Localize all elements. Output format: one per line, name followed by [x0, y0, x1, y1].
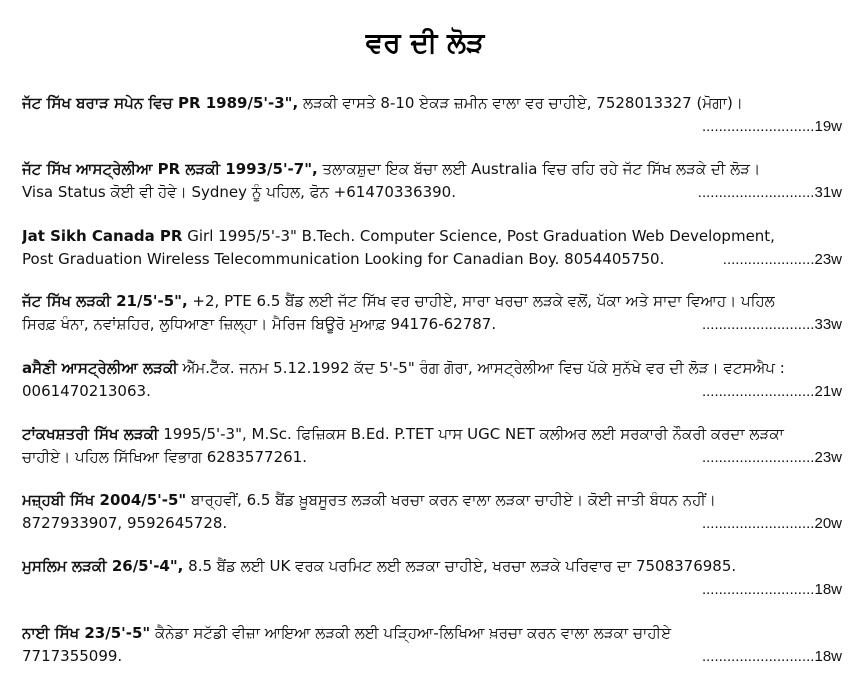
- ad-item: [22, 555, 842, 601]
- ad-item: [22, 357, 842, 403]
- ad-text-line1: ਲੜਕੀ ਵਾਸਤੇ 8-10 ਏਕੜ ਜ਼ਮੀਨ ਵਾਲਾ ਵਰ ਚਾਹੀਏ, 7528013327 (ਮੋਗਾ)।: [298, 94, 743, 112]
- ad-heading: ਨਾਈ ਸਿੱਖ 23/5'-5": [22, 624, 151, 642]
- page-title: ਵਰ ਦੀ ਲੋੜ: [365, 26, 485, 59]
- ad-heading: ਜੱਟ ਸਿੱਖ ਬਰਾੜ ਸਪੇਨ ਵਿਚ PR 1989/5'-3",: [22, 94, 299, 112]
- ad-heading: ਜੱਟ ਸਿੱਖ ਲੜਕੀ 21/5'-5",: [22, 292, 188, 310]
- ad-text-line2: ਚਾਹੀਏ। ਪਹਿਲ ਸਿੱਖਿਆ ਵਿਭਾਗ 6283577261.: [22, 448, 307, 466]
- ad-text-line1: 1995/5'-3", M.Sc. ਫਿਜ਼ਿਕਸ B.Ed. P.TET ਪਾਸ UGC NET ਕਲੀਅਰ ਲਈ ਸਰਕਾਰੀ ਨੌਕਰੀ ਕਰਦਾ ਲੜਕਾ: [158, 425, 784, 443]
- ad-item: [22, 622, 842, 668]
- ad-text-line1: Girl 1995/5'-3" B.Tech. Computer Science, Post Graduation Web Development,: [182, 227, 775, 245]
- ad-code: ...........................20w: [702, 512, 842, 535]
- ad-code: ............................31w: [698, 181, 842, 204]
- ad-item: [22, 225, 842, 271]
- ad-text-line2: 0061470213063.: [22, 382, 151, 400]
- ad-text-line2: Visa Status ਕੋਈ ਵੀ ਹੋਵੇ। Sydney ਨੂੰ ਪਹਿਲ, ਫੋਨ +61470336390.: [22, 183, 456, 201]
- ad-text-line1: +2, PTE 6.5 ਬੈਂਡ ਲਈ ਜੱਟ ਸਿੱਖ ਵਰ ਚਾਹੀਏ, ਸਾਰਾ ਖਰਚਾ ਲੜਕੇ ਵਲੋਂ, ਪੱਕਾ ਅਤੇ ਸਾਦਾ ਵਿਆਹ। ਪਹਿਲ: [187, 292, 775, 310]
- ad-heading: Jat Sikh Canada PR: [22, 227, 183, 245]
- ad-code: ...........................33w: [702, 313, 842, 336]
- ad-heading: ਟਾਂਕਖਸ਼ਤਰੀ ਸਿੱਖ ਲੜਕੀ: [22, 425, 159, 443]
- ad-item: [22, 158, 842, 204]
- ad-text-line1: ਤਲਾਕਸ਼ੁਦਾ ਇਕ ਬੱਚਾ ਲਈ Australia ਵਿਚ ਰਹਿ ਰਹੇ ਜੱਟ ਸਿੱਖ ਲੜਕੇ ਦੀ ਲੋੜ।: [317, 160, 761, 178]
- ad-text-line2: Post Graduation Wireless Telecommunication Looking for Canadian Boy. 8054405750.: [22, 250, 665, 268]
- ad-text-line1: 8.5 ਬੈਂਡ ਲਈ UK ਵਰਕ ਪਰਮਿਟ ਲਈ ਲੜਕਾ ਚਾਹੀਏ, ਖਰਚਾ ਲੜਕੇ ਪਰਿਵਾਰ ਦਾ 7508376985.: [183, 557, 737, 575]
- ad-text-line1: ਕੈਨੇਡਾ ਸਟੱਡੀ ਵੀਜ਼ਾ ਆਇਆ ਲੜਕੀ ਲਈ ਪੜ੍ਹਿਆ-ਲਿਖਿਆ ਖ਼ਰਚਾ ਕਰਨ ਵਾਲਾ ਲੜਕਾ ਚਾਹੀਏ: [150, 624, 672, 642]
- ad-item: [22, 489, 842, 535]
- ad-text-line2: 7717355099.: [22, 647, 123, 665]
- ad-code: ...........................18w: [702, 645, 842, 668]
- ad-code: ......................23w: [723, 248, 842, 271]
- ad-heading: ਮਜ਼੍ਹਬੀ ਸਿੱਖ 2004/5'-5": [22, 491, 187, 509]
- ad-code: ...........................18w: [702, 578, 842, 601]
- ad-text-line1: ਬਾਰ੍ਹਵੀਂ, 6.5 ਬੈਂਡ ਖ਼ੂਬਸੂਰਤ ਲੜਕੀ ਖਰਚਾ ਕਰਨ ਵਾਲਾ ਲੜਕਾ ਚਾਹੀਏ। ਕੋਈ ਜਾਤੀ ਬੰਧਨ ਨਹੀਂ।: [186, 491, 716, 509]
- ad-heading: aਸੈਣੀ ਆਸਟ੍ਰੇਲੀਆ ਲੜਕੀ: [22, 359, 178, 377]
- ad-code: ...........................21w: [702, 380, 842, 403]
- ad-heading: ਮੁਸਲਿਮ ਲੜਕੀ 26/5'-4",: [22, 557, 184, 575]
- ad-item: [22, 290, 842, 336]
- ad-text-line2: 8727933907, 9592645728.: [22, 514, 228, 532]
- ad-heading: ਜੱਟ ਸਿੱਖ ਆਸਟ੍ਰੇਲੀਆ PR ਲੜਕੀ 1993/5'-7",: [22, 160, 318, 178]
- ad-code: ...........................19w: [702, 115, 842, 138]
- ad-code: ...........................23w: [702, 446, 842, 469]
- ad-item: [22, 92, 842, 138]
- ad-item: [22, 423, 842, 469]
- ad-text-line2: ਸਿਰਫ਼ ਖੰਨਾ, ਨਵਾਂਸ਼ਹਿਰ, ਲੁਧਿਆਣਾ ਜ਼ਿਲ੍ਹਾ। ਮੈਰਿਜ ਬਿਊਰੋ ਮੁਆਫ਼ 94176-62787.: [22, 315, 497, 333]
- ad-text-line1: ਐੱਮ.ਟੈੱਕ. ਜਨਮ 5.12.1992 ਕੱਦ 5'-5" ਰੰਗ ਗੋਰਾ, ਆਸਟ੍ਰੇਲੀਆ ਵਿਚ ਪੱਕੇ ਸੁਨੱਖੇ ਵਰ ਦੀ ਲੋੜ। ਵਟਸਐਪ :: [177, 359, 785, 377]
